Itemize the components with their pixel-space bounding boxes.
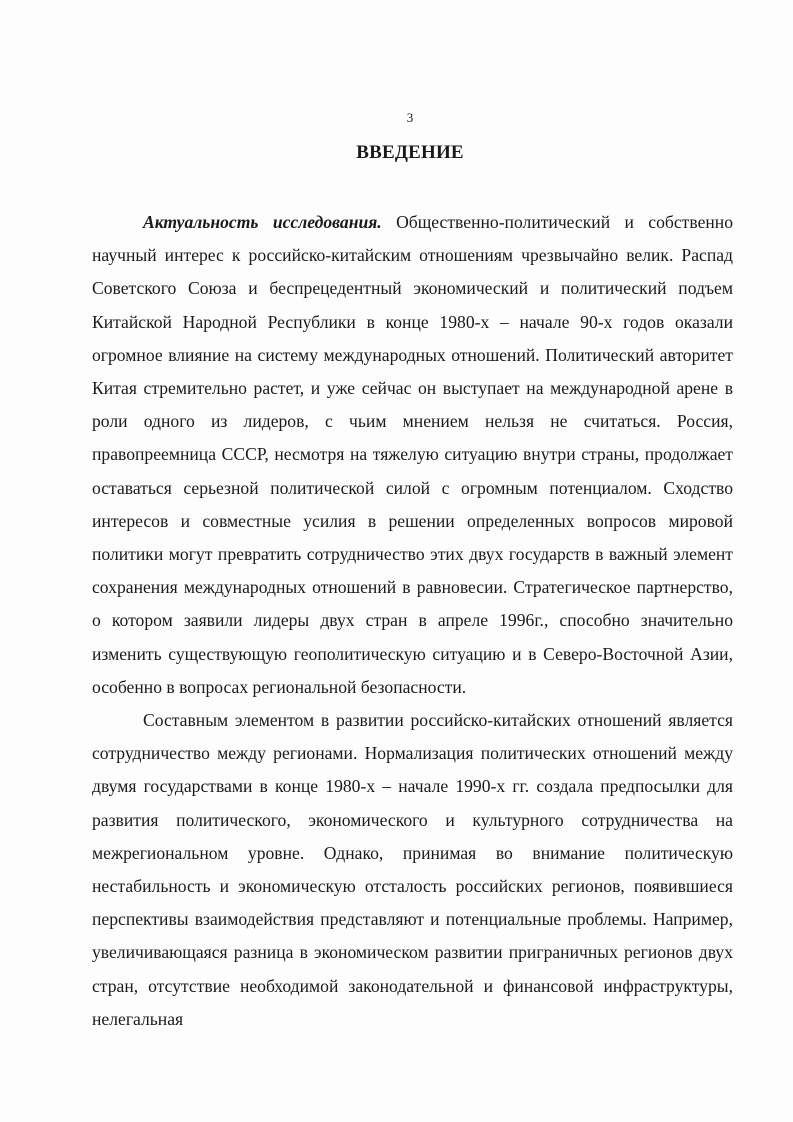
document-body — [92, 206, 733, 1036]
paragraph-text: Общественно-политический и собственно научный интерес к российско-китайским отношениям чрезвычайно велик. Распад Советского Союза и беспрецедентный экономический и политический подъем Китайской Народной Республики в конце 1980-х – начале 90-х годов оказали огромное влияние на систему международных отношений. Политический авторитет Китая стремительно растет, и уже сейчас он выступает на международной арене в роли одного из лидеров, с чьим мнением нельзя не считаться. Россия, правопреемница СССР, несмотря на тяжелую ситуацию внутри страны, продолжает оставаться серьезной политической силой с огромным потенциалом. Сходство интересов и совместные усилия в решении определенных вопросов мировой политики могут превратить сотрудничество этих двух государств в важный элемент сохранения международных отношений в равновесии. Стратегическое партнерство, о котором заявили лидеры двух стран в апреле 1996г., способно значительно изменить существующую геополитическую ситуацию и в Северо-Восточной Азии, особенно в вопросах региональной безопасности. — [92, 212, 734, 697]
paragraph-regional-cooperation — [92, 704, 733, 1036]
section-heading: ВВЕДЕНИЕ — [356, 142, 464, 163]
page-number: 3 — [406, 110, 414, 125]
paragraph-relevance — [92, 206, 733, 704]
paragraph-lead: Актуальность исследования. — [143, 212, 382, 232]
paragraph-text: Составным элементом в развитии российско-китайских отношений является сотрудничество между регионами. Нормализация политических отношений между двумя государствами в конце 1980-х – начале 1990-х гг. создала предпосылки для развития политического, экономического и культурного сотрудничества на межрегиональном уровне. Однако, принимая во внимание политическую нестабильность и экономическую отсталость российских регионов, появившиеся перспективы взаимодействия представляют и потенциальные проблемы. Например, увеличивающаяся разница в экономическом развитии приграничных регионов двух стран, отсутствие необходимой законодательной и финансовой инфраструктуры, нелегальная — [92, 710, 733, 1029]
